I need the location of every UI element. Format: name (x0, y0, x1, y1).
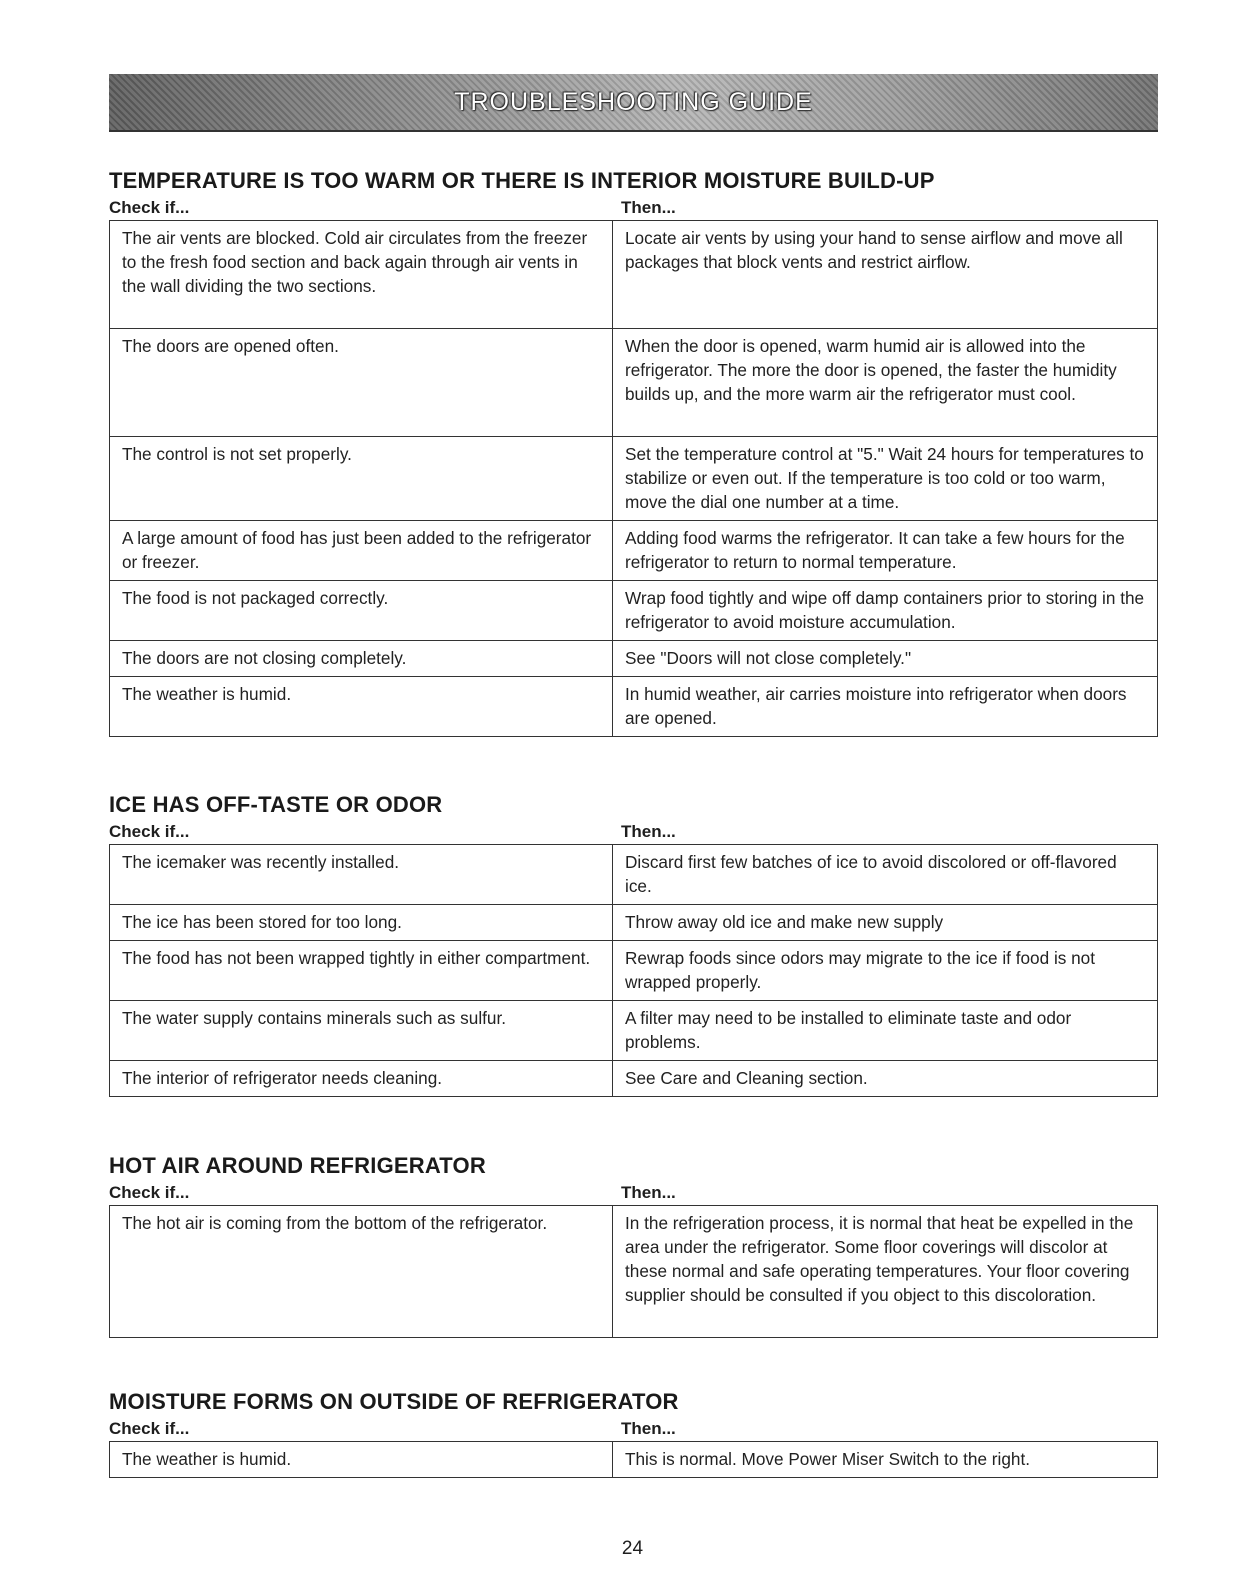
table-row (110, 677, 1158, 737)
table-row (110, 1442, 1158, 1478)
column-headers (109, 820, 1158, 844)
then-header: Then... (621, 822, 676, 841)
banner-title: TROUBLESHOOTING GUIDE (454, 87, 813, 116)
check-if-header: Check if... (109, 822, 190, 841)
check-cell: The water supply contains minerals such as sulfur. (110, 1001, 613, 1061)
then-cell: Locate air vents by using your hand to sense airflow and move all packages that block vents and restrict airflow. (613, 221, 1158, 329)
troubleshooting-table (109, 1441, 1158, 1478)
check-cell: The control is not set properly. (110, 437, 613, 521)
then-cell: A filter may need to be installed to eliminate taste and odor problems. (613, 1001, 1158, 1061)
page-number: 24 (621, 1538, 644, 1559)
check-cell: The hot air is coming from the bottom of the refrigerator. (110, 1206, 613, 1338)
then-cell: When the door is opened, warm humid air is allowed into the refrigerator. The more the door is opened, the faster the humidity builds up, and the more warm air the refrigerator must cool. (613, 329, 1158, 437)
check-if-header: Check if... (109, 1183, 190, 1202)
section-heading: TEMPERATURE IS TOO WARM OR THERE IS INTERIOR MOISTURE BUILD-UP (109, 168, 935, 193)
table-row (110, 329, 1158, 437)
then-cell: In humid weather, air carries moisture into refrigerator when doors are opened. (613, 677, 1158, 737)
then-cell: Rewrap foods since odors may migrate to the ice if food is not wrapped properly. (613, 941, 1158, 1001)
then-cell: See "Doors will not close completely." (613, 641, 1158, 677)
check-cell: The weather is humid. (110, 677, 613, 737)
section-heading: HOT AIR AROUND REFRIGERATOR (109, 1153, 486, 1178)
table-row (110, 1001, 1158, 1061)
table-row (110, 1206, 1158, 1338)
table-row (110, 941, 1158, 1001)
check-cell: A large amount of food has just been added to the refrigerator or freezer. (110, 521, 613, 581)
then-cell: Discard first few batches of ice to avoid discolored or off-flavored ice. (613, 845, 1158, 905)
troubleshooting-table (109, 1205, 1158, 1338)
then-header: Then... (621, 1419, 676, 1438)
troubleshooting-table (109, 220, 1158, 737)
section-hot-air (109, 1151, 1158, 1338)
then-cell: Adding food warms the refrigerator. It can take a few hours for the refrigerator to return to normal temperature. (613, 521, 1158, 581)
then-header: Then... (621, 198, 676, 217)
check-cell: The doors are not closing completely. (110, 641, 613, 677)
column-headers (109, 196, 1158, 220)
then-cell: In the refrigeration process, it is normal that heat be expelled in the area under the refrigerator. Some floor coverings will discolor at these normal and safe operating temperatures. Your floor covering supplier should be consulted if you object to this discoloration. (613, 1206, 1158, 1338)
then-cell: Throw away old ice and make new supply (613, 905, 1158, 941)
table-row (110, 437, 1158, 521)
check-cell: The doors are opened often. (110, 329, 613, 437)
table-row (110, 1061, 1158, 1097)
table-row (110, 641, 1158, 677)
then-cell: Set the temperature control at "5." Wait 24 hours for temperatures to stabilize or even out. If the temperature is too cold or too warm, move the dial one number at a time. (613, 437, 1158, 521)
check-cell: The icemaker was recently installed. (110, 845, 613, 905)
table-row (110, 905, 1158, 941)
table-row (110, 221, 1158, 329)
check-cell: The food has not been wrapped tightly in either compartment. (110, 941, 613, 1001)
check-cell: The ice has been stored for too long. (110, 905, 613, 941)
check-if-header: Check if... (109, 198, 190, 217)
table-row (110, 845, 1158, 905)
column-headers (109, 1181, 1158, 1205)
section-moisture-outside (109, 1387, 1158, 1478)
title-banner (109, 74, 1158, 132)
section-heading: ICE HAS OFF-TASTE OR ODOR (109, 792, 443, 817)
check-if-header: Check if... (109, 1419, 190, 1438)
check-cell: The food is not packaged correctly. (110, 581, 613, 641)
check-cell: The weather is humid. (110, 1442, 613, 1478)
then-header: Then... (621, 1183, 676, 1202)
section-temperature-too-warm (109, 166, 1158, 737)
then-cell: This is normal. Move Power Miser Switch to the right. (613, 1442, 1158, 1478)
table-row (110, 581, 1158, 641)
troubleshooting-table (109, 844, 1158, 1097)
column-headers (109, 1417, 1158, 1441)
section-heading: MOISTURE FORMS ON OUTSIDE OF REFRIGERATOR (109, 1389, 679, 1414)
section-ice-off-taste (109, 790, 1158, 1097)
check-cell: The air vents are blocked. Cold air circulates from the freezer to the fresh food section and back again through air vents in the wall dividing the two sections. (110, 221, 613, 329)
then-cell: See Care and Cleaning section. (613, 1061, 1158, 1097)
table-row (110, 521, 1158, 581)
then-cell: Wrap food tightly and wipe off damp containers prior to storing in the refrigerator to avoid moisture accumulation. (613, 581, 1158, 641)
check-cell: The interior of refrigerator needs cleaning. (110, 1061, 613, 1097)
